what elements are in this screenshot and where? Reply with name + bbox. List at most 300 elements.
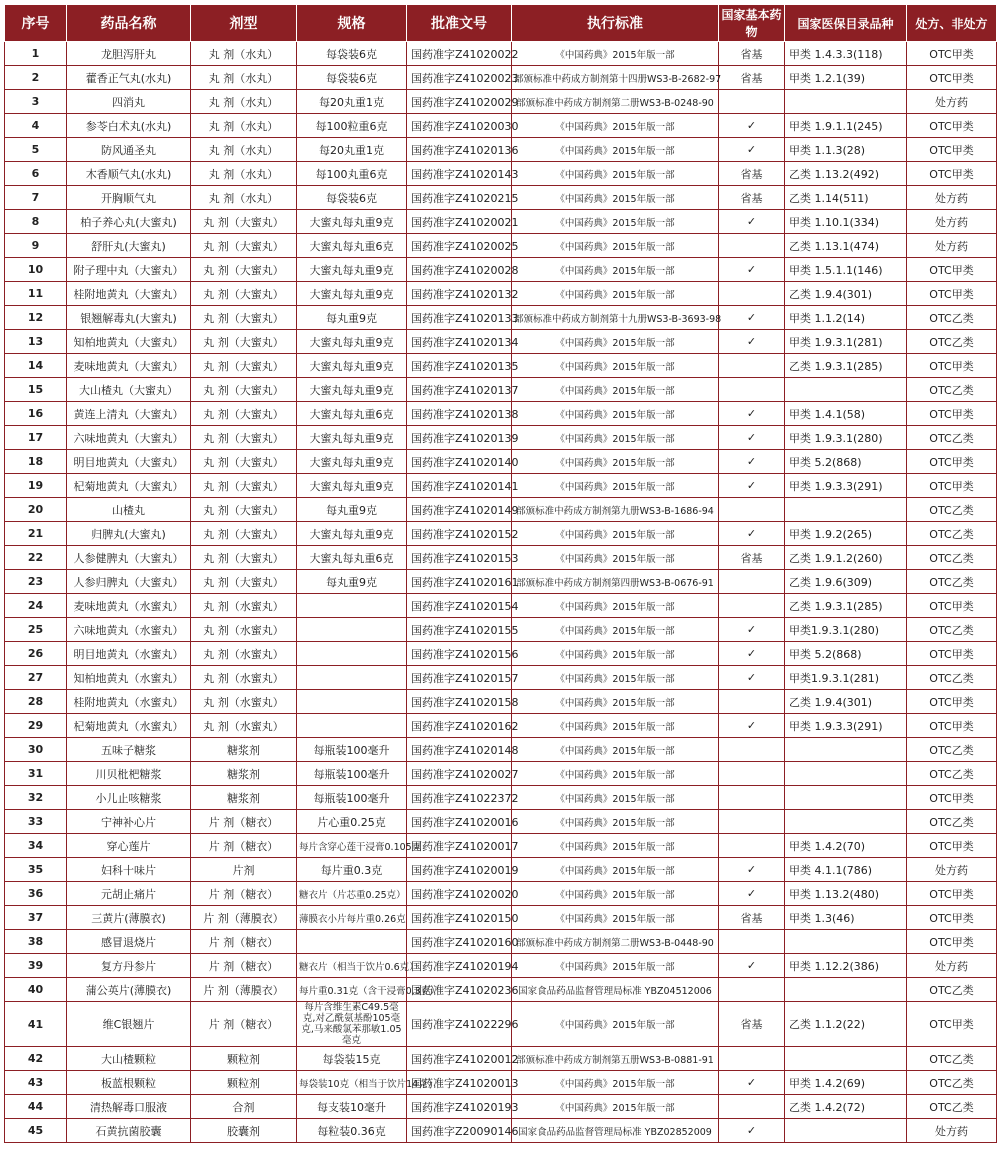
cell-approval-number: 国药准字Z41020016: [407, 810, 512, 834]
cell-approval-number: 国药准字Z41020162: [407, 714, 512, 738]
cell-specification: 大蜜丸每丸重9克: [297, 282, 407, 306]
cell-index: 11: [5, 282, 67, 306]
cell-dosage-form: 糖浆剂: [191, 786, 297, 810]
cell-index: 23: [5, 570, 67, 594]
cell-prescription: OTC乙类: [907, 762, 997, 786]
table-row: [5, 234, 997, 258]
cell-approval-number: 国药准字Z41020019: [407, 858, 512, 882]
cell-index: 36: [5, 882, 67, 906]
cell-index: 39: [5, 954, 67, 978]
cell-essential-drug: ✓: [719, 138, 785, 162]
cell-index: 9: [5, 234, 67, 258]
cell-dosage-form: 丸 剂（水丸）: [191, 90, 297, 114]
table-row: [5, 1119, 997, 1143]
cell-dosage-form: 丸 剂（大蜜丸）: [191, 450, 297, 474]
cell-drug-name: 防风通圣丸: [67, 138, 191, 162]
cell-drug-name: 知柏地黄丸（大蜜丸）: [67, 330, 191, 354]
cell-standard: 《中国药典》2015年版一部: [512, 450, 719, 474]
table-row: [5, 1047, 997, 1071]
cell-prescription: OTC甲类: [907, 690, 997, 714]
table-row: [5, 930, 997, 954]
cell-prescription: OTC甲类: [907, 642, 997, 666]
table-row: [5, 402, 997, 426]
cell-dosage-form: 丸 剂（水蜜丸）: [191, 642, 297, 666]
cell-drug-name: 人参归脾丸（大蜜丸）: [67, 570, 191, 594]
cell-dosage-form: 丸 剂（水蜜丸）: [191, 666, 297, 690]
cell-dosage-form: 丸 剂（大蜜丸）: [191, 474, 297, 498]
cell-standard: 《中国药典》2015年版一部: [512, 1095, 719, 1119]
cell-prescription: 处方药: [907, 210, 997, 234]
header-specification: 规格: [297, 5, 407, 42]
cell-drug-name: 小儿止咳糖浆: [67, 786, 191, 810]
cell-index: 22: [5, 546, 67, 570]
cell-index: 14: [5, 354, 67, 378]
cell-index: 37: [5, 906, 67, 930]
cell-insurance: 乙类 1.13.2(492): [785, 162, 907, 186]
cell-specification: 每瓶装100毫升: [297, 738, 407, 762]
cell-standard: 《中国药典》2015年版一部: [512, 618, 719, 642]
cell-prescription: OTC乙类: [907, 426, 997, 450]
table-row: [5, 834, 997, 858]
cell-insurance: 乙类 1.9.3.1(285): [785, 354, 907, 378]
cell-specification: 大蜜丸每丸重6克: [297, 402, 407, 426]
cell-prescription: OTC甲类: [907, 258, 997, 282]
cell-prescription: OTC乙类: [907, 666, 997, 690]
cell-approval-number: 国药准字Z41020215: [407, 186, 512, 210]
cell-drug-name: 银翘解毒丸(大蜜丸): [67, 306, 191, 330]
cell-approval-number: 国药准字Z41020160: [407, 930, 512, 954]
cell-prescription: OTC甲类: [907, 834, 997, 858]
cell-prescription: 处方药: [907, 1119, 997, 1143]
cell-index: 43: [5, 1071, 67, 1095]
cell-drug-name: 黄连上清丸（大蜜丸）: [67, 402, 191, 426]
cell-drug-name: 蒲公英片(薄膜衣): [67, 978, 191, 1002]
cell-dosage-form: 片 剂（糖衣）: [191, 834, 297, 858]
cell-essential-drug: [719, 378, 785, 402]
cell-dosage-form: 丸 剂（水蜜丸）: [191, 690, 297, 714]
cell-specification: 每瓶装100毫升: [297, 786, 407, 810]
cell-index: 12: [5, 306, 67, 330]
cell-specification: 每100丸重6克: [297, 162, 407, 186]
cell-dosage-form: 丸 剂（水蜜丸）: [191, 618, 297, 642]
cell-essential-drug: 省基: [719, 906, 785, 930]
cell-standard: 《中国药典》2015年版一部: [512, 594, 719, 618]
cell-index: 38: [5, 930, 67, 954]
header-essential-drug: 国家基本药物: [719, 5, 785, 42]
cell-specification: 大蜜丸每丸重9克: [297, 426, 407, 450]
cell-prescription: 处方药: [907, 858, 997, 882]
cell-standard: 《中国药典》2015年版一部: [512, 858, 719, 882]
cell-insurance: [785, 378, 907, 402]
cell-index: 45: [5, 1119, 67, 1143]
cell-insurance: 乙类 1.9.3.1(285): [785, 594, 907, 618]
cell-drug-name: 人参健脾丸（大蜜丸）: [67, 546, 191, 570]
cell-approval-number: 国药准字Z41020161: [407, 570, 512, 594]
cell-insurance: 甲类 1.12.2(386): [785, 954, 907, 978]
cell-insurance: 甲类 1.5.1.1(146): [785, 258, 907, 282]
cell-prescription: 处方药: [907, 234, 997, 258]
cell-specification: 每20丸重1克: [297, 90, 407, 114]
table-row: [5, 978, 997, 1002]
cell-specification: 大蜜丸每丸重9克: [297, 450, 407, 474]
cell-drug-name: 石黄抗菌胶囊: [67, 1119, 191, 1143]
cell-essential-drug: ✓: [719, 210, 785, 234]
table-row: [5, 738, 997, 762]
cell-standard: 部颁标准中药成方制剂第二册WS3-B-0448-90: [512, 930, 719, 954]
cell-approval-number: 国药准字Z20090146: [407, 1119, 512, 1143]
cell-specification: 每20丸重1克: [297, 138, 407, 162]
cell-standard: 《中国药典》2015年版一部: [512, 186, 719, 210]
cell-prescription: OTC甲类: [907, 162, 997, 186]
cell-standard: 《中国药典》2015年版一部: [512, 210, 719, 234]
cell-insurance: 甲类 1.4.2(70): [785, 834, 907, 858]
cell-drug-name: 川贝枇杷糖浆: [67, 762, 191, 786]
cell-insurance: [785, 498, 907, 522]
table-row: [5, 882, 997, 906]
cell-drug-name: 六味地黄丸（水蜜丸）: [67, 618, 191, 642]
cell-specification: 大蜜丸每丸重9克: [297, 378, 407, 402]
cell-dosage-form: 丸 剂（水蜜丸）: [191, 714, 297, 738]
cell-prescription: OTC甲类: [907, 882, 997, 906]
table-row: [5, 786, 997, 810]
cell-dosage-form: 糖浆剂: [191, 762, 297, 786]
header-insurance: 国家医保目录品种: [785, 5, 907, 42]
table-row: [5, 138, 997, 162]
cell-specification: 糖衣片（片芯重0.25克）: [297, 882, 407, 906]
cell-drug-name: 宁神补心片: [67, 810, 191, 834]
header-row: [5, 5, 997, 42]
cell-insurance: [785, 762, 907, 786]
cell-specification: [297, 594, 407, 618]
cell-essential-drug: [719, 930, 785, 954]
cell-dosage-form: 丸 剂（大蜜丸）: [191, 234, 297, 258]
cell-index: 1: [5, 42, 67, 66]
cell-drug-name: 元胡止痛片: [67, 882, 191, 906]
cell-insurance: [785, 786, 907, 810]
cell-insurance: 乙类 1.13.1(474): [785, 234, 907, 258]
cell-essential-drug: [719, 234, 785, 258]
cell-specification: 大蜜丸每丸重6克: [297, 546, 407, 570]
table-row: [5, 1002, 997, 1047]
cell-essential-drug: [719, 738, 785, 762]
cell-essential-drug: 省基: [719, 162, 785, 186]
cell-dosage-form: 丸 剂（大蜜丸）: [191, 546, 297, 570]
cell-essential-drug: [719, 834, 785, 858]
cell-insurance: 甲类 5.2(868): [785, 450, 907, 474]
cell-approval-number: 国药准字Z41020023: [407, 66, 512, 90]
cell-approval-number: 国药准字Z41020149: [407, 498, 512, 522]
cell-drug-name: 归脾丸(大蜜丸): [67, 522, 191, 546]
cell-specification: [297, 642, 407, 666]
table-row: [5, 426, 997, 450]
cell-standard: 《中国药典》2015年版一部: [512, 714, 719, 738]
cell-specification: 每丸重9克: [297, 570, 407, 594]
cell-specification: 每片重0.31克（含干浸膏0.3克）: [297, 978, 407, 1002]
cell-insurance: 甲类 4.1.1(786): [785, 858, 907, 882]
cell-approval-number: 国药准字Z41020021: [407, 210, 512, 234]
cell-approval-number: 国药准字Z41020158: [407, 690, 512, 714]
cell-essential-drug: 省基: [719, 42, 785, 66]
cell-insurance: 乙类 1.9.1.2(260): [785, 546, 907, 570]
cell-standard: 《中国药典》2015年版一部: [512, 282, 719, 306]
cell-index: 18: [5, 450, 67, 474]
cell-dosage-form: 丸 剂（大蜜丸）: [191, 330, 297, 354]
table-row: [5, 858, 997, 882]
cell-index: 32: [5, 786, 67, 810]
cell-prescription: OTC乙类: [907, 810, 997, 834]
cell-essential-drug: [719, 90, 785, 114]
cell-index: 31: [5, 762, 67, 786]
cell-specification: [297, 930, 407, 954]
cell-essential-drug: ✓: [719, 522, 785, 546]
cell-insurance: 甲类 1.9.2(265): [785, 522, 907, 546]
cell-specification: 大蜜丸每丸重6克: [297, 234, 407, 258]
table-row: [5, 186, 997, 210]
cell-approval-number: 国药准字Z41020022: [407, 42, 512, 66]
cell-essential-drug: [719, 1047, 785, 1071]
table-row: [5, 354, 997, 378]
cell-specification: 每片含维生素C49.5毫克,对乙酰氨基酚105毫克,马来酸氯苯那敏1.05毫克: [297, 1002, 407, 1047]
cell-dosage-form: 片 剂（薄膜衣）: [191, 906, 297, 930]
cell-index: 5: [5, 138, 67, 162]
cell-insurance: 甲类 1.3(46): [785, 906, 907, 930]
cell-approval-number: 国药准字Z41020150: [407, 906, 512, 930]
cell-prescription: OTC甲类: [907, 402, 997, 426]
cell-index: 19: [5, 474, 67, 498]
cell-approval-number: 国药准字Z41020154: [407, 594, 512, 618]
cell-index: 17: [5, 426, 67, 450]
cell-index: 28: [5, 690, 67, 714]
cell-specification: 大蜜丸每丸重9克: [297, 522, 407, 546]
cell-standard: 《中国药典》2015年版一部: [512, 810, 719, 834]
cell-drug-name: 复方丹参片: [67, 954, 191, 978]
table-body: [5, 42, 997, 1143]
table-row: [5, 618, 997, 642]
cell-prescription: OTC甲类: [907, 474, 997, 498]
cell-drug-name: 三黄片(薄膜衣): [67, 906, 191, 930]
cell-standard: 《中国药典》2015年版一部: [512, 882, 719, 906]
cell-drug-name: 开胸顺气丸: [67, 186, 191, 210]
cell-approval-number: 国药准字Z41020134: [407, 330, 512, 354]
table-row: [5, 810, 997, 834]
cell-index: 42: [5, 1047, 67, 1071]
cell-specification: 每支装10毫升: [297, 1095, 407, 1119]
cell-dosage-form: 丸 剂（水蜜丸）: [191, 594, 297, 618]
table-row: [5, 762, 997, 786]
cell-specification: [297, 714, 407, 738]
cell-standard: 《中国药典》2015年版一部: [512, 1071, 719, 1095]
cell-prescription: OTC乙类: [907, 330, 997, 354]
cell-standard: 《中国药典》2015年版一部: [512, 546, 719, 570]
cell-prescription: OTC甲类: [907, 450, 997, 474]
cell-index: 29: [5, 714, 67, 738]
cell-prescription: OTC乙类: [907, 978, 997, 1002]
table-row: [5, 450, 997, 474]
cell-standard: 部颁标准中药成方制剂第五册WS3-B-0881-91: [512, 1047, 719, 1071]
cell-approval-number: 国药准字Z41020017: [407, 834, 512, 858]
cell-essential-drug: [719, 762, 785, 786]
cell-dosage-form: 丸 剂（大蜜丸）: [191, 570, 297, 594]
cell-approval-number: 国药准字Z41020153: [407, 546, 512, 570]
cell-essential-drug: ✓: [719, 114, 785, 138]
header-approval-number: 批准文号: [407, 5, 512, 42]
cell-prescription: OTC甲类: [907, 42, 997, 66]
cell-dosage-form: 丸 剂（大蜜丸）: [191, 354, 297, 378]
cell-insurance: 甲类 1.9.3.1(281): [785, 330, 907, 354]
cell-index: 35: [5, 858, 67, 882]
cell-specification: 薄膜衣小片每片重0.26克: [297, 906, 407, 930]
cell-approval-number: 国药准字Z41020137: [407, 378, 512, 402]
cell-insurance: 甲类 1.1.3(28): [785, 138, 907, 162]
cell-index: 26: [5, 642, 67, 666]
cell-dosage-form: 丸 剂（水丸）: [191, 186, 297, 210]
cell-prescription: OTC乙类: [907, 306, 997, 330]
cell-approval-number: 国药准字Z41020135: [407, 354, 512, 378]
cell-prescription: OTC甲类: [907, 906, 997, 930]
cell-drug-name: 五味子糖浆: [67, 738, 191, 762]
cell-specification: 大蜜丸每丸重9克: [297, 354, 407, 378]
cell-insurance: 甲类 1.1.2(14): [785, 306, 907, 330]
table-row: [5, 954, 997, 978]
cell-insurance: 甲类 5.2(868): [785, 642, 907, 666]
cell-specification: 每袋装6克: [297, 66, 407, 90]
table-row: [5, 66, 997, 90]
cell-drug-name: 山楂丸: [67, 498, 191, 522]
cell-specification: 片心重0.25克: [297, 810, 407, 834]
cell-standard: 《中国药典》2015年版一部: [512, 402, 719, 426]
cell-prescription: OTC乙类: [907, 522, 997, 546]
cell-specification: 每粒装0.36克: [297, 1119, 407, 1143]
cell-dosage-form: 丸 剂（水丸）: [191, 162, 297, 186]
cell-drug-name: 舒肝丸(大蜜丸): [67, 234, 191, 258]
cell-standard: 《中国药典》2015年版一部: [512, 426, 719, 450]
cell-insurance: [785, 810, 907, 834]
cell-dosage-form: 片剂: [191, 858, 297, 882]
cell-insurance: 甲类 1.4.3.3(118): [785, 42, 907, 66]
cell-insurance: 乙类 1.9.4(301): [785, 690, 907, 714]
cell-essential-drug: [719, 354, 785, 378]
cell-insurance: 甲类 1.9.1.1(245): [785, 114, 907, 138]
cell-drug-name: 杞菊地黄丸（水蜜丸）: [67, 714, 191, 738]
cell-insurance: 甲类 1.13.2(480): [785, 882, 907, 906]
cell-standard: 《中国药典》2015年版一部: [512, 690, 719, 714]
cell-index: 15: [5, 378, 67, 402]
cell-index: 2: [5, 66, 67, 90]
cell-insurance: [785, 738, 907, 762]
cell-essential-drug: ✓: [719, 306, 785, 330]
cell-prescription: OTC甲类: [907, 114, 997, 138]
cell-standard: 《中国药典》2015年版一部: [512, 954, 719, 978]
cell-specification: 糖衣片（相当于饮片0.6克）: [297, 954, 407, 978]
table-row: [5, 570, 997, 594]
cell-standard: 《中国药典》2015年版一部: [512, 162, 719, 186]
cell-prescription: OTC乙类: [907, 378, 997, 402]
cell-essential-drug: ✓: [719, 882, 785, 906]
cell-prescription: OTC乙类: [907, 570, 997, 594]
table-row: [5, 90, 997, 114]
cell-approval-number: 国药准字Z41020236: [407, 978, 512, 1002]
cell-approval-number: 国药准字Z41020140: [407, 450, 512, 474]
cell-prescription: 处方药: [907, 90, 997, 114]
cell-essential-drug: [719, 978, 785, 1002]
cell-essential-drug: ✓: [719, 426, 785, 450]
cell-drug-name: 麦味地黄丸（大蜜丸）: [67, 354, 191, 378]
cell-index: 24: [5, 594, 67, 618]
cell-essential-drug: ✓: [719, 1071, 785, 1095]
cell-index: 3: [5, 90, 67, 114]
cell-standard: 《中国药典》2015年版一部: [512, 258, 719, 282]
cell-essential-drug: ✓: [719, 714, 785, 738]
cell-standard: 部颁标准中药成方制剂第四册WS3-B-0676-91: [512, 570, 719, 594]
cell-prescription: OTC甲类: [907, 282, 997, 306]
cell-drug-name: 妇科十味片: [67, 858, 191, 882]
cell-essential-drug: ✓: [719, 402, 785, 426]
cell-prescription: 处方药: [907, 954, 997, 978]
cell-prescription: OTC乙类: [907, 498, 997, 522]
cell-index: 4: [5, 114, 67, 138]
cell-essential-drug: [719, 282, 785, 306]
cell-specification: 每丸重9克: [297, 306, 407, 330]
cell-prescription: 处方药: [907, 186, 997, 210]
cell-drug-name: 桂附地黄丸（大蜜丸）: [67, 282, 191, 306]
cell-dosage-form: 片 剂（薄膜衣）: [191, 978, 297, 1002]
cell-drug-name: 桂附地黄丸（水蜜丸）: [67, 690, 191, 714]
cell-insurance: 甲类1.9.3.1(280): [785, 618, 907, 642]
cell-insurance: 乙类 1.9.4(301): [785, 282, 907, 306]
cell-prescription: OTC甲类: [907, 138, 997, 162]
cell-drug-name: 知柏地黄丸（水蜜丸）: [67, 666, 191, 690]
table-row: [5, 1071, 997, 1095]
cell-standard: 《中国药典》2015年版一部: [512, 378, 719, 402]
cell-dosage-form: 丸 剂（水丸）: [191, 66, 297, 90]
cell-specification: 每片含穿心莲干浸膏0.105克: [297, 834, 407, 858]
cell-specification: 大蜜丸每丸重9克: [297, 258, 407, 282]
cell-prescription: OTC乙类: [907, 1071, 997, 1095]
cell-drug-name: 柏子养心丸(大蜜丸): [67, 210, 191, 234]
cell-approval-number: 国药准字Z41020012: [407, 1047, 512, 1071]
cell-drug-name: 藿香正气丸(水丸): [67, 66, 191, 90]
table-row: [5, 906, 997, 930]
cell-standard: 《中国药典》2015年版一部: [512, 738, 719, 762]
cell-drug-name: 穿心莲片: [67, 834, 191, 858]
cell-specification: 每100粒重6克: [297, 114, 407, 138]
cell-specification: 每丸重9克: [297, 498, 407, 522]
table-row: [5, 642, 997, 666]
cell-standard: 《中国药典》2015年版一部: [512, 1002, 719, 1047]
cell-prescription: OTC乙类: [907, 618, 997, 642]
cell-index: 10: [5, 258, 67, 282]
cell-specification: 每袋装6克: [297, 42, 407, 66]
cell-insurance: 乙类 1.9.6(309): [785, 570, 907, 594]
cell-approval-number: 国药准字Z41020138: [407, 402, 512, 426]
cell-prescription: OTC甲类: [907, 714, 997, 738]
cell-insurance: [785, 1047, 907, 1071]
cell-drug-name: 明目地黄丸（水蜜丸）: [67, 642, 191, 666]
cell-index: 6: [5, 162, 67, 186]
cell-standard: 《中国药典》2015年版一部: [512, 642, 719, 666]
cell-essential-drug: ✓: [719, 642, 785, 666]
table-row: [5, 162, 997, 186]
cell-drug-name: 杞菊地黄丸（大蜜丸）: [67, 474, 191, 498]
cell-prescription: OTC乙类: [907, 546, 997, 570]
cell-essential-drug: [719, 1095, 785, 1119]
cell-dosage-form: 丸 剂（大蜜丸）: [191, 426, 297, 450]
cell-drug-name: 清热解毒口服液: [67, 1095, 191, 1119]
cell-insurance: [785, 1119, 907, 1143]
cell-approval-number: 国药准字Z41022296: [407, 1002, 512, 1047]
cell-essential-drug: [719, 810, 785, 834]
cell-approval-number: 国药准字Z41020133: [407, 306, 512, 330]
